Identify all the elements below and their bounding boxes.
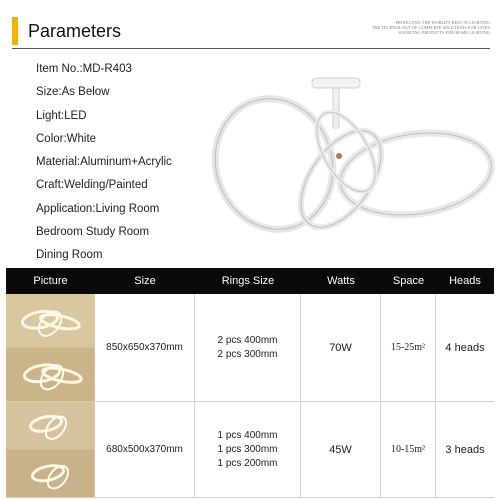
row-watts: 70W [301,294,381,401]
row-picture [6,294,95,401]
col-size: Size [134,275,156,287]
tagline-line-1: PRODUCING THE WORLD'S BEST IN LIGHTING [395,20,490,25]
spec-application-3: Dining Room [36,249,103,262]
parameters-header [0,14,500,50]
row-heads: 3 heads [445,443,485,456]
table-row [6,402,494,498]
row-space: 10-15m² [381,402,436,497]
header-tagline [340,20,490,35]
page-title: Parameters [28,21,122,41]
header-divider [12,48,490,49]
spec-color: Color:White [36,132,97,145]
row-heads: 4 heads [445,341,485,354]
col-heads: Heads [449,275,481,287]
ring-line: 1 pcs 300mm [217,443,278,455]
row-watts: 45W [301,402,381,497]
row-size: 850x650x370mm [95,294,195,401]
spec-application: Application:Living Room [36,202,160,215]
accent-bar [12,17,18,45]
ring-line: 2 pcs 400mm [217,334,278,346]
ring-line: 1 pcs 400mm [217,429,278,441]
spec-craft: Craft:Welding/Painted [36,179,148,192]
tagline-line-2: THE TECHNOLOGY OF COMPLETE SOLUTIONS FOR LIVES [371,25,490,30]
row-size: 680x500x370mm [95,402,195,497]
col-watts: Watts [327,275,355,287]
spec-application-2: Bedroom Study Room [36,226,150,239]
ring-line: 2 pcs 300mm [217,348,278,360]
row-picture [6,402,95,497]
row-rings [195,402,301,497]
table-row [6,294,494,402]
row-rings [195,294,301,401]
col-rings-size: Rings Size [221,275,275,287]
ring-line: 1 pcs 200mm [217,457,278,469]
col-picture: Picture [33,275,68,287]
product-table [6,268,494,498]
ring-chandelier-icon [196,64,496,264]
spec-light: Light:LED [36,109,87,122]
tagline-line-3: SOURCING PRODUCTS FOR HOME LIGHTING [398,30,490,35]
spec-material: Material:Aluminum+Acrylic [36,156,172,169]
table-header [6,268,494,294]
col-space: Space [392,275,425,287]
spec-item-number: Item No.:MD-R403 [36,63,132,75]
row-space: 15-25m² [381,294,436,401]
spec-size: Size:As Below [36,86,110,99]
